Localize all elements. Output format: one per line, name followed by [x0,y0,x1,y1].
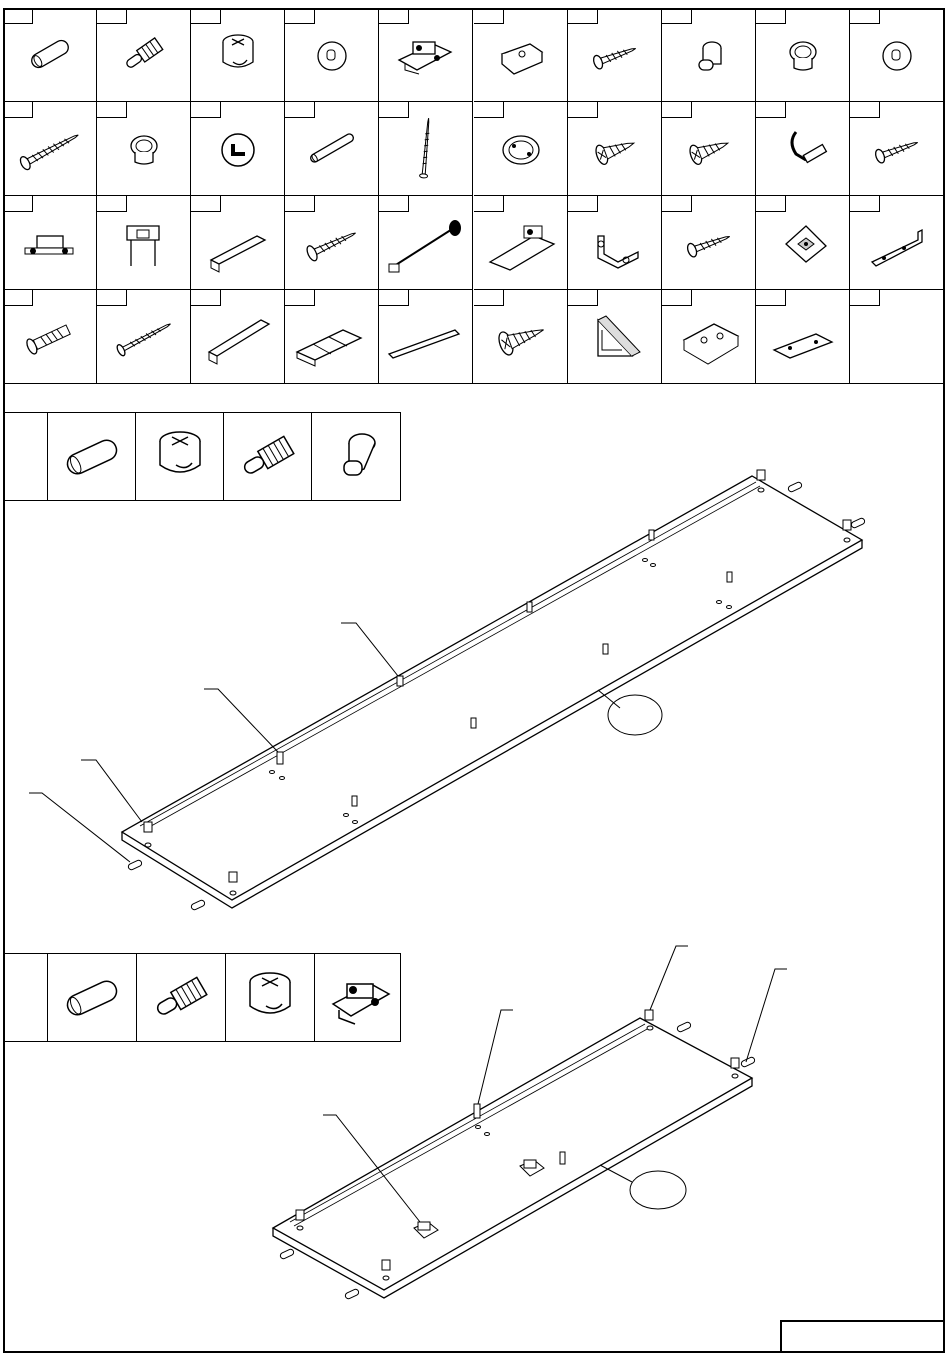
felt-pads-icon [285,290,379,384]
hook-icon [756,102,850,196]
shelf-pin-icon [662,8,756,102]
step1-kit-slot [224,413,312,500]
part-cell [474,196,568,290]
cam-lock-icon [191,8,285,102]
part-cell [756,102,850,196]
part-cell [285,290,379,384]
step1-kit-number-cell [4,413,48,500]
cam-bolt-icon [97,8,191,102]
short-screw-icon [568,102,662,196]
step2-kit-slot [226,954,315,1041]
cover-cap-icon [191,102,285,196]
cam-bolt-icon [224,413,312,501]
part-cell [379,8,473,102]
step2-kit-slot [315,954,402,1041]
step2-parts-kit [3,953,401,1042]
part-cell [191,102,285,196]
handle-bar-icon [191,196,285,290]
part-cell [3,8,97,102]
rod-with-disc-icon [379,196,473,290]
part-cell [97,290,191,384]
part-cell [191,8,285,102]
wood-screw-icon [285,196,379,290]
dowel-rod-icon [285,102,379,196]
part-cell [97,196,191,290]
part-cell [379,102,473,196]
long-screw-icon [3,102,97,196]
step2-kit-number-cell [4,954,48,1041]
cam-lock-icon [136,413,224,501]
part-cell [568,196,662,290]
part-cell [97,8,191,102]
hinge-plate-icon [379,8,473,102]
grid-bottom-divider [3,383,945,384]
box-connector-icon [474,8,568,102]
step1-parts-kit [3,412,401,501]
part-cell [756,196,850,290]
screw-icon [662,196,756,290]
part-cell [379,290,473,384]
hinge-plate-icon [315,954,403,1042]
hinge-mount-icon [97,196,191,290]
part-cell [850,196,945,290]
angle-bracket-icon [568,196,662,290]
step1-kit-slot [136,413,224,500]
step2-kit-slot [137,954,226,1041]
part-cell [662,196,756,290]
part-cell [662,290,756,384]
part-cell [662,102,756,196]
cap-cover-icon [285,8,379,102]
part-cell [285,102,379,196]
part-cell [3,290,97,384]
wooden-dowel-icon [48,954,136,1042]
shelf-pin-icon [312,413,400,501]
thin-screw-icon [97,290,191,384]
part-cell [850,8,945,102]
double-corner-block-icon [662,290,756,384]
cap-cover-icon [850,8,944,102]
knob-icon [97,102,191,196]
empty-slot-icon [850,290,944,384]
part-cell [568,290,662,384]
part-cell [568,102,662,196]
screw-icon [850,102,944,196]
part-cell [756,8,850,102]
part-cell [850,102,945,196]
hinge-arm-icon [474,196,568,290]
chipboard-screw-icon [474,290,568,384]
part-cell [97,102,191,196]
knob-icon [756,8,850,102]
part-cell [474,290,568,384]
rail-icon [191,290,285,384]
part-cell [474,8,568,102]
page-number-box [780,1320,945,1353]
l-bracket-icon [850,196,944,290]
wooden-dowel-icon [48,413,136,501]
short-screw-icon [662,102,756,196]
anchor-screw-icon [3,290,97,384]
part-cell [379,196,473,290]
wooden-dowel-icon [3,8,97,102]
step1-kit-slot [312,413,402,500]
nail-icon [379,102,473,196]
part-cell [191,196,285,290]
part-cell [191,290,285,384]
screw-icon [568,8,662,102]
part-cell [568,8,662,102]
part-cell [285,196,379,290]
part-cell [3,102,97,196]
step2-kit-slot [48,954,137,1041]
cam-bolt-icon [137,954,225,1042]
cam-lock-icon [226,954,314,1042]
part-cell [285,8,379,102]
part-cell [3,196,97,290]
part-cell [756,290,850,384]
part-cell [850,290,945,384]
corner-block-icon [756,196,850,290]
flat-plate-icon [756,290,850,384]
hinge-cup-icon [3,196,97,290]
part-cell [662,8,756,102]
part-cell [474,102,568,196]
round-plate-icon [474,102,568,196]
step1-kit-slot [48,413,136,500]
corner-brace-icon [568,290,662,384]
strip-icon [379,290,473,384]
